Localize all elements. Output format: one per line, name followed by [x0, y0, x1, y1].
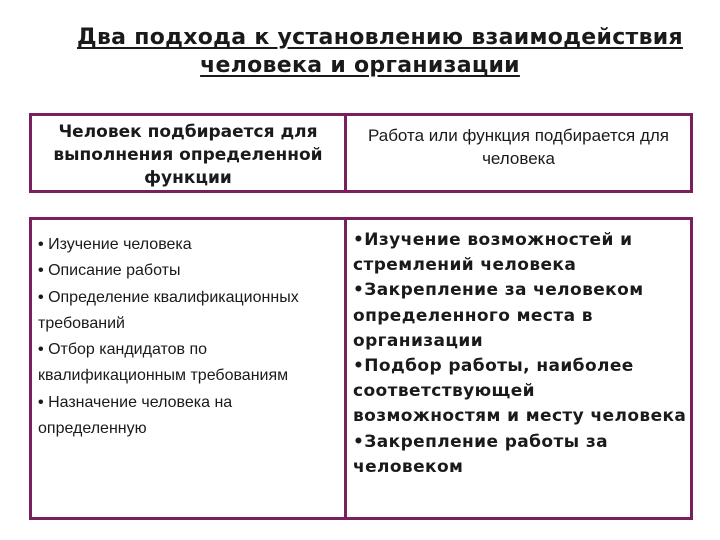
list-item [38, 285, 344, 338]
list-item-text: Отбор кандидатов по квалификационным требованиям [38, 341, 289, 385]
right-column-list [353, 228, 689, 480]
left-column-list [38, 232, 344, 442]
left-column-body [29, 217, 347, 520]
list-item [353, 278, 689, 354]
list-item [38, 258, 344, 284]
list-item [38, 390, 344, 443]
bullet-icon: • [353, 356, 365, 377]
list-item-text: Изучение человека [48, 236, 192, 253]
list-item-text: Описание работы [48, 262, 181, 280]
right-column-body [344, 217, 693, 520]
slide-title-line-1: Два подхода к установлению взаимодействия [77, 25, 683, 50]
right-column-header-text: Работа или функция подбирается для человека [367, 126, 670, 168]
bullet-icon: • [353, 230, 365, 250]
list-item-text: Определение квалификационных требований [38, 288, 299, 332]
list-item [38, 232, 344, 258]
list-item-text: Изучение возможностей и стремлений человека [353, 230, 633, 276]
list-item [353, 228, 689, 278]
slide-title-line-2: человека и организации [200, 53, 520, 78]
list-item [38, 337, 344, 390]
slide-title [0, 24, 720, 80]
bullet-icon: • [353, 280, 365, 301]
bullet-icon: • [38, 288, 44, 306]
right-column-header [344, 113, 693, 193]
left-column-header [29, 113, 347, 193]
left-column-header-text: Человек подбирается для выполнения определенной функции [53, 122, 323, 188]
bullet-icon: • [38, 393, 44, 411]
list-item [353, 354, 689, 430]
bullet-icon: • [38, 262, 44, 280]
list-item [353, 430, 689, 480]
list-item-text: Закрепление за человеком определенного места в организации [353, 280, 644, 351]
list-item-text: Назначение человека на определенную [38, 393, 233, 438]
bullet-icon: • [353, 431, 365, 452]
bullet-icon: • [38, 341, 44, 359]
list-item-text: Подбор работы, наиболее соответствующей возможностям и месту человека [353, 356, 687, 427]
list-item-text: Закрепление работы за человеком [353, 431, 608, 477]
bullet-icon: • [38, 236, 44, 253]
